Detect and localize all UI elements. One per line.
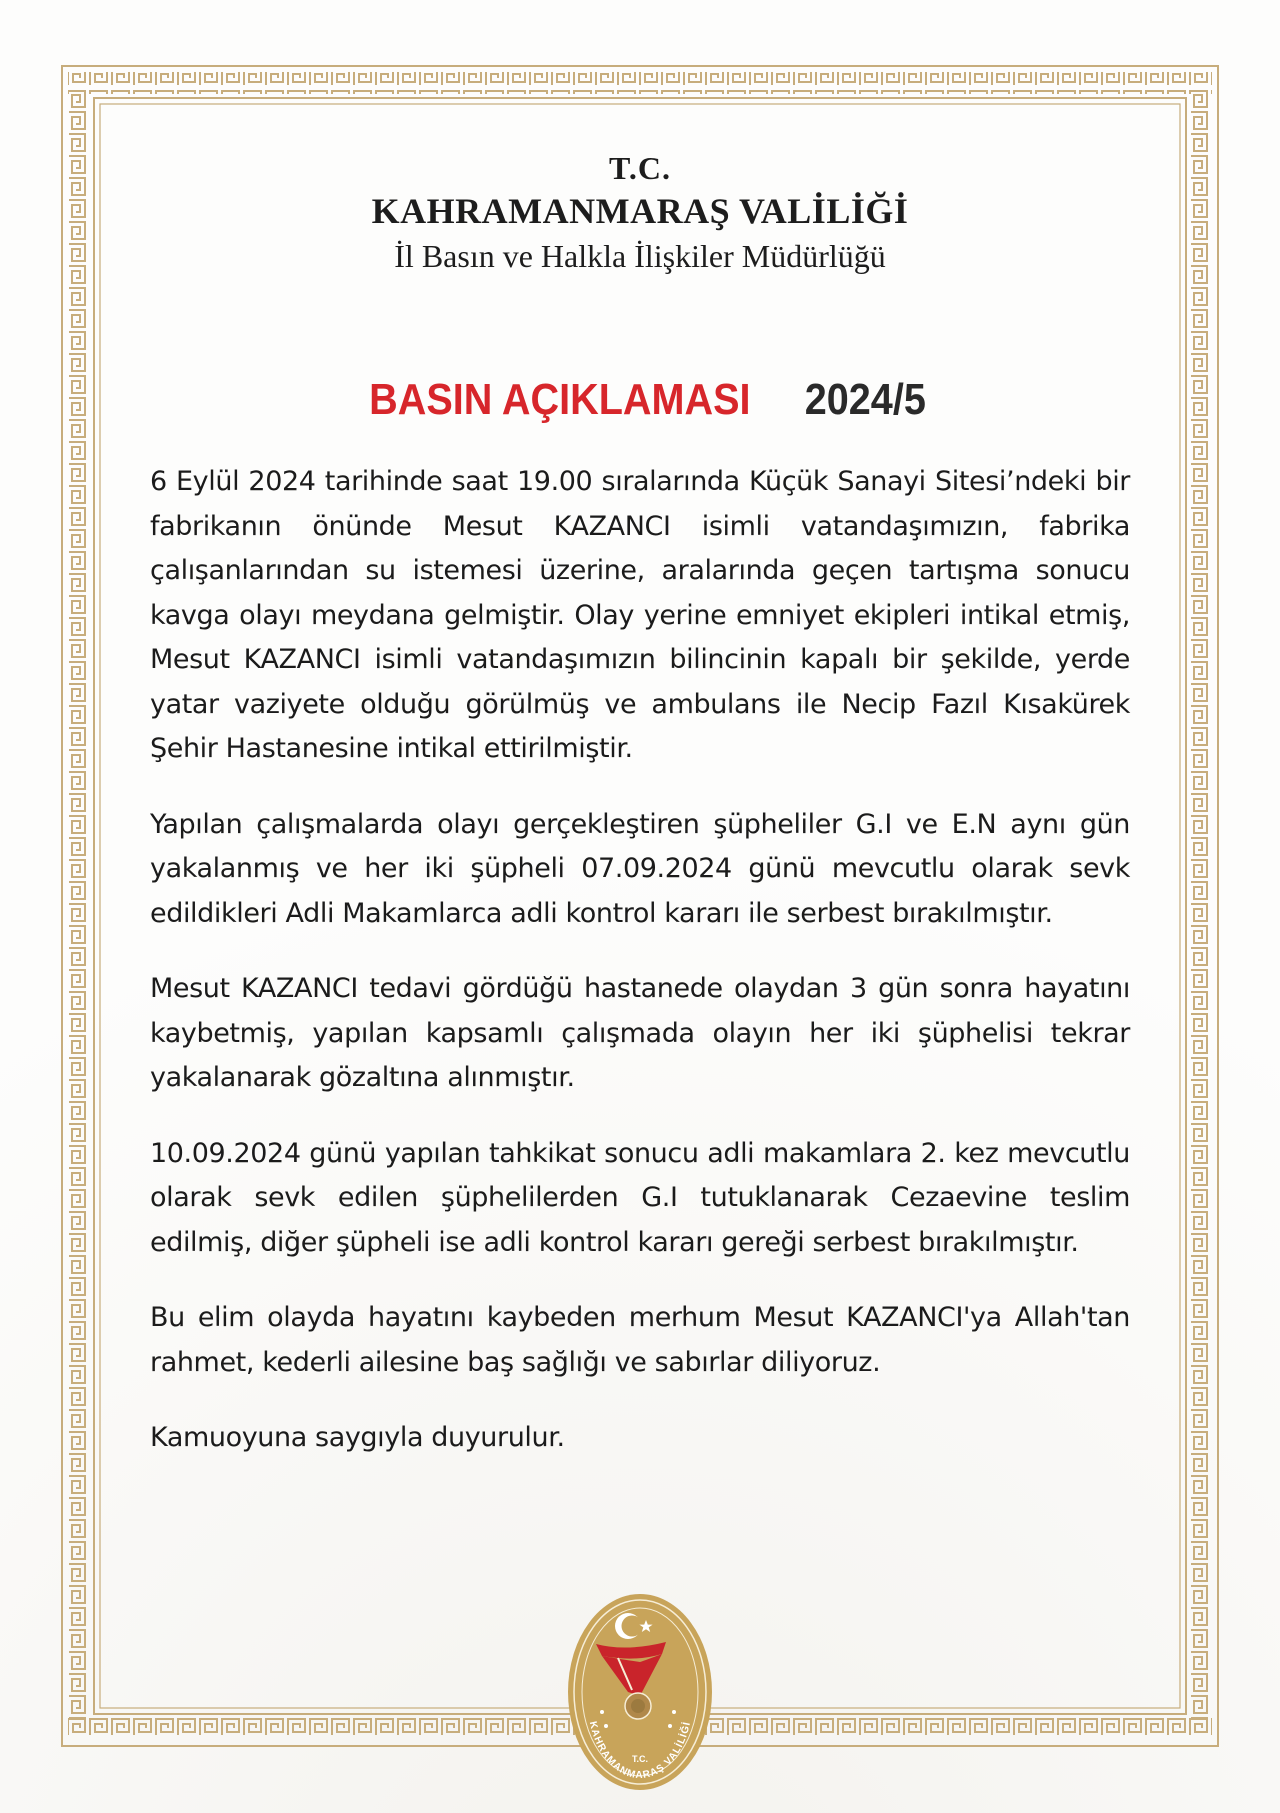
press-release-title-row — [240, 375, 1040, 425]
header-tc: T.C. — [608, 150, 672, 186]
paragraph-2: Yapılan çalışmalarda olayı gerçekleştiren şüpheliler G.I ve E.N aynı gün yakalanmış ve her iki şüpheli 07.09.2024 günü mevcutlu olarak sevk edildikleri Adli Makamlarca adli kontrol kararı ile serbest bırakılmıştır. — [150, 808, 1130, 929]
paragraph-3: Mesut KAZANCI tedavi gördüğü hastanede olaydan 3 gün sonra hayatını kaybetmiş, yapılan kapsamlı çalışmada olayın her iki şüphelisi tekrar yakalanarak gözaltına alınmıştır. — [150, 973, 1130, 1093]
press-release-body — [150, 460, 1130, 1492]
press-release-number: 2024/5 — [804, 375, 926, 424]
header-directorate: İl Basın ve Halkla İlişkiler Müdürlüğü — [394, 238, 886, 274]
paragraph-1: 6 Eylül 2024 tarihinde saat 19.00 sıralarında Küçük Sanayi Sitesi’ndeki bir fabrikanın önünde Mesut KAZANCI isimli vatandaşımızın, fabrika çalışanlarından su istemesi üzerine, aralarında geçen tartışma sonucu kavga olayı meydana gelmiştir. Olay yerine emniyet ekipleri intikal etmiş, Mesut KAZANCI isimli vatandaşımızın bilincinin kapalı bir şekilde, yerde yatar vaziyete olduğu görülmüş ve ambulans ile Necip Fazıl Kısakürek Şehir Hastanesine intikal ettirilmiştir. — [150, 466, 1130, 764]
header-governorship: KAHRAMANMARAŞ VALİLİĞİ — [371, 191, 909, 231]
paragraph-5: Bu elim olayda hayatını kaybeden merhum Mesut KAZANCI'ya Allah'tan rahmet, kederli ailesine baş sağlığı ve sabırlar diliyoruz. — [150, 1302, 1130, 1378]
seal-text: KAHRAMANMARAŞ VALİLİĞİ — [586, 1720, 694, 1782]
press-release-title: BASIN AÇIKLAMASI — [368, 375, 751, 424]
governorship-seal-icon — [566, 1592, 714, 1792]
paragraph-4: 10.09.2024 günü yapılan tahkikat sonucu adli makamlara 2. kez mevcutlu olarak sevk edilen şüphelilerden G.I tutuklanarak Cezaevine teslim edilmiş, diğer şüpheli ise adli kontrol kararı gereği serbest bırakılmıştır. — [150, 1137, 1130, 1258]
paragraph-6: Kamuoyuna saygıyla duyurulur. — [150, 1422, 565, 1453]
seal-subtext: T.C. — [631, 1754, 649, 1764]
header — [240, 148, 1040, 278]
